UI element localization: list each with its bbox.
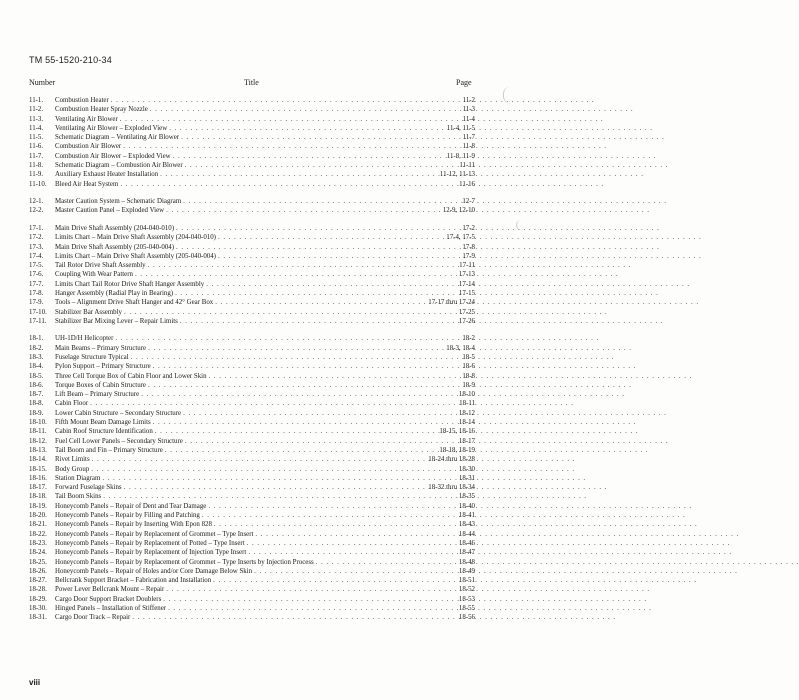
- dot-leader: [316, 558, 457, 567]
- figure-title: Fuel Cell Lower Panels – Secondary Structure: [55, 437, 183, 445]
- toc-entry: [29, 585, 475, 594]
- figure-title: Body Group: [55, 465, 90, 473]
- figure-page: 18-49: [458, 567, 475, 575]
- figure-page: 11-8: [462, 143, 475, 151]
- figure-number: 12-2.: [29, 207, 44, 215]
- figure-title: Limits Chart – Main Drive Shaft Assembly (204-040-010): [55, 234, 216, 242]
- figure-page: 18-9: [462, 381, 475, 389]
- figure-page: 17-26: [458, 317, 475, 325]
- dot-leader: [254, 567, 457, 576]
- toc-group: [29, 224, 475, 326]
- figure-number: 18-2.: [29, 344, 44, 352]
- figure-title: Station Diagram: [55, 474, 101, 482]
- toc-entry: [29, 261, 475, 270]
- figure-page: 18-18, 18-19: [439, 446, 475, 454]
- figure-page: 17-8: [462, 243, 475, 251]
- dot-leader: [160, 170, 438, 179]
- figure-page: 18-8: [462, 372, 475, 380]
- figure-page: 18-3, 18-4: [446, 344, 475, 352]
- dot-leader: [183, 409, 457, 418]
- figure-page: 18-10: [458, 391, 475, 399]
- toc-entry: [29, 604, 475, 613]
- toc-entry: [29, 133, 475, 142]
- dot-leader: [218, 252, 460, 261]
- toc-entry: [29, 197, 475, 206]
- dot-leader: [102, 474, 457, 483]
- dot-leader: [135, 270, 457, 279]
- toc-group: [29, 96, 475, 189]
- toc-entry: [29, 483, 475, 492]
- toc-entry: [29, 334, 475, 343]
- figure-number: 18-25.: [29, 558, 47, 566]
- toc-entry: [29, 142, 475, 151]
- figure-number: 18-11.: [29, 428, 47, 436]
- figure-number: 11-4.: [29, 124, 44, 132]
- figure-title: Honeycomb Panels – Repair by Filling and Patching: [55, 512, 200, 520]
- figure-title: Bleed Air Heat System: [55, 180, 119, 188]
- toc-entry: [29, 317, 475, 326]
- dot-leader: [183, 197, 460, 206]
- figure-number: 18-17.: [29, 484, 47, 492]
- figure-page: 17-25: [458, 308, 475, 316]
- dot-leader: [155, 427, 438, 436]
- figure-title: Master Caution System – Schematic Diagram: [55, 198, 182, 206]
- dot-leader: [248, 548, 457, 557]
- figure-title: Torque Boxes of Cabin Structure: [55, 381, 146, 389]
- figure-number: 18-28.: [29, 586, 47, 594]
- figure-title: Hanger Assembly (Radial Play in Bearing): [55, 290, 174, 298]
- dot-leader: [181, 133, 461, 142]
- toc-entry: [29, 390, 475, 399]
- figure-title: Cargo Door Track – Repair: [55, 614, 131, 622]
- dot-leader: [169, 124, 445, 133]
- figure-title: Honeycomb Panels – Repair of Holes and/or Core Damage Below Skin: [55, 567, 253, 575]
- figure-title: Tail Boom and Fin – Primary Structure: [55, 446, 163, 454]
- toc-group: [29, 197, 475, 216]
- figure-number: 18-8.: [29, 400, 44, 408]
- figure-title: Cabin Roof Structure Identification: [55, 428, 153, 436]
- toc-entry: [29, 124, 475, 133]
- figure-number: 18-15.: [29, 465, 47, 473]
- figure-title: Honeycomb Panels – Repair by Inserting With Epon 828: [55, 521, 212, 529]
- figure-page: 18-6: [462, 363, 475, 371]
- figure-title: Combustion Air Blower: [55, 143, 122, 151]
- figure-number: 18-9.: [29, 409, 44, 417]
- figure-page: 18-53: [458, 595, 475, 603]
- figure-number: 18-7.: [29, 391, 44, 399]
- figure-page: 17-13: [458, 271, 475, 279]
- toc-entry: [29, 474, 475, 483]
- figure-number: 17-4.: [29, 252, 44, 260]
- figure-title: Honeycomb Panels – Repair by Replacement of Grommet – Type Insert: [55, 530, 254, 538]
- toc-entry: [29, 409, 475, 418]
- dot-leader: [215, 298, 426, 307]
- column-header-page: Page: [456, 78, 472, 87]
- dot-leader: [208, 502, 457, 511]
- figure-number: 18-3.: [29, 353, 44, 361]
- toc-entry: [29, 437, 475, 446]
- toc-entry: [29, 252, 475, 261]
- figure-page: 12-7: [462, 198, 475, 206]
- figure-number: 17-2.: [29, 234, 44, 242]
- figure-title: Honeycomb Panels – Repair by Replacement of Injection Type Insert: [55, 549, 247, 557]
- figure-title: Master Caution Panel – Exploded View: [55, 207, 165, 215]
- toc-entry: [29, 115, 475, 124]
- toc-entry: [29, 353, 475, 362]
- figure-title: Combustion Air Blower – Exploded View: [55, 152, 171, 160]
- figure-page: 17-11: [459, 262, 475, 270]
- toc-entry: [29, 567, 475, 576]
- toc-entry: [29, 96, 475, 105]
- figure-number: 17-1.: [29, 224, 44, 232]
- figure-page: 17-15: [458, 290, 475, 298]
- dot-leader: [141, 390, 457, 399]
- dot-leader: [91, 465, 457, 474]
- figure-title: Main Drive Shaft Assembly (204-040-010): [55, 224, 175, 232]
- dot-leader: [92, 455, 427, 464]
- dot-leader: [148, 344, 444, 353]
- figure-title: Stabilizer Bar Assembly: [55, 308, 122, 316]
- figure-number: 18-14.: [29, 456, 47, 464]
- figure-number: 17-6.: [29, 271, 44, 279]
- figure-page: 18-41: [458, 512, 475, 520]
- figure-number: 18-4.: [29, 363, 44, 371]
- figure-page: 18-24 thru 18-28: [428, 456, 475, 464]
- figure-title: Tools – Alignment Drive Shaft Hanger and 42° Gear Box: [55, 299, 214, 307]
- figure-number: 17-5.: [29, 262, 44, 270]
- dot-leader: [150, 105, 461, 114]
- figure-title: Rivet Limits: [55, 456, 90, 464]
- dot-leader: [148, 261, 458, 270]
- figure-page: 18-17: [458, 437, 475, 445]
- toc-entry: [29, 224, 475, 233]
- toc-entry: [29, 362, 475, 371]
- figure-page: 18-32 thru 18-34: [428, 484, 475, 492]
- figure-number: 11-8.: [29, 162, 44, 170]
- column-header-title: Title: [244, 78, 259, 87]
- dot-leader: [120, 115, 461, 124]
- figure-page: 18-15, 18-16: [439, 428, 475, 436]
- dot-leader: [90, 399, 457, 408]
- figure-page: 18-5: [462, 353, 475, 361]
- dot-leader: [163, 595, 457, 604]
- toc-entry: [29, 372, 475, 381]
- figure-page: 11-4: [462, 115, 475, 123]
- dot-leader: [132, 613, 457, 622]
- dot-leader: [131, 353, 461, 362]
- toc-entry: [29, 465, 475, 474]
- figure-number: 18-19.: [29, 502, 47, 510]
- dot-leader: [153, 362, 461, 371]
- document-id: TM 55-1520-210-34: [29, 55, 112, 65]
- toc-entry: [29, 170, 475, 179]
- figure-number: 11-7.: [29, 152, 44, 160]
- page-number: viii: [29, 678, 41, 687]
- column-header-number: Number: [29, 78, 56, 87]
- dot-leader: [120, 180, 457, 189]
- figure-title: Honeycomb Panels – Repair of Dent and Tear Damage: [55, 502, 207, 510]
- figure-title: Combustion Heater: [55, 97, 109, 104]
- figure-page: 17-9: [462, 252, 475, 260]
- figure-number: 11-2.: [29, 106, 44, 114]
- figure-title: Hinged Panels – Installation of Stiffener: [55, 605, 167, 612]
- figure-number: 18-6.: [29, 381, 44, 389]
- figure-title: Main Drive Shaft Assembly (205-040-004): [55, 243, 175, 251]
- toc-entry: [29, 492, 475, 501]
- dot-leader: [247, 539, 457, 548]
- figure-title: Fifth Mount Beam Damage Limits: [55, 419, 151, 427]
- dot-leader: [173, 152, 445, 161]
- figure-page: 18-47: [458, 549, 475, 557]
- figure-number: 18-24.: [29, 549, 47, 557]
- figure-number: 17-11.: [29, 317, 47, 325]
- dot-leader: [123, 142, 460, 151]
- figure-page: 18-51: [458, 577, 475, 585]
- figure-page: 17-17 thru 17-24: [428, 299, 475, 307]
- figure-page: 11-8, 11-9: [446, 152, 475, 160]
- toc-entry: [29, 427, 475, 436]
- figure-number: 18-12.: [29, 437, 47, 445]
- figure-number: 18-1.: [29, 335, 44, 343]
- toc-entry: [29, 455, 475, 464]
- figure-title: Cargo Door Support Bracket Doublers: [55, 595, 162, 603]
- figure-page: 11-16: [459, 180, 475, 188]
- figure-number: 18-16.: [29, 474, 47, 482]
- toc-entry: [29, 530, 475, 539]
- dot-leader: [115, 334, 460, 343]
- toc-entry: [29, 558, 475, 567]
- toc-entry: [29, 502, 475, 511]
- toc-entry: [29, 152, 475, 161]
- dot-leader: [153, 418, 457, 427]
- figure-title: Lift Beam – Primary Structure: [55, 391, 140, 399]
- dot-leader: [255, 530, 457, 539]
- figure-title: Main Beams – Primary Structure: [55, 344, 147, 352]
- figure-title: Cabin Floor: [55, 400, 89, 408]
- dot-leader: [176, 224, 460, 233]
- figure-title: Auxiliary Exhaust Heater Installation: [55, 171, 159, 179]
- toc-entry: [29, 511, 475, 520]
- toc-entry: [29, 289, 475, 298]
- dot-leader: [218, 233, 444, 242]
- toc-entry: [29, 308, 475, 317]
- toc-entry: [29, 613, 475, 622]
- toc-entry: [29, 180, 475, 189]
- figure-number: 11-5.: [29, 134, 44, 142]
- figure-number: 18-27.: [29, 577, 47, 585]
- figure-number: 11-6.: [29, 143, 44, 151]
- figure-number: 11-3.: [29, 115, 44, 123]
- figure-title: Limits Chart – Main Drive Shaft Assembly (205-040-004): [55, 252, 216, 260]
- figure-number: 18-26.: [29, 567, 47, 575]
- figure-page: 18-46: [458, 539, 475, 547]
- toc-entry: [29, 298, 475, 307]
- figure-number: 18-21.: [29, 521, 47, 529]
- toc-entry: [29, 418, 475, 427]
- figure-page: 18-40: [458, 502, 475, 510]
- figure-title: UH-1D/H Helicopter: [55, 335, 114, 343]
- figure-page: 18-35: [458, 493, 475, 501]
- figure-title: Honeycomb Panels – Repair by Replacement of Potted – Type Insert: [55, 539, 245, 547]
- figure-number: 17-7.: [29, 280, 44, 288]
- dot-leader: [176, 243, 460, 252]
- dot-leader: [148, 381, 460, 390]
- toc-entry: [29, 595, 475, 604]
- figure-title: Schematic Diagram – Ventilating Air Blower: [55, 134, 180, 142]
- toc-entry: [29, 548, 475, 557]
- figure-page: 11-12, 11-13: [439, 171, 475, 179]
- figure-title: Three Cell Torque Box of Cabin Floor and Lower Skin: [55, 372, 207, 380]
- figure-number: 18-10.: [29, 419, 47, 427]
- dot-leader: [166, 585, 457, 594]
- figure-page: 11-3: [462, 106, 475, 114]
- figure-page: 18-55: [458, 605, 475, 612]
- figure-page: 18-52: [458, 586, 475, 594]
- figure-title: Coupling With Wear Pattern: [55, 271, 133, 279]
- figure-number: 18-29.: [29, 595, 47, 603]
- figure-title: Tail Rotor Drive Shaft Assembly: [55, 262, 146, 270]
- figure-page: 18-43: [458, 521, 475, 529]
- dot-leader: [185, 437, 457, 446]
- figure-title: Ventilating Air Blower: [55, 115, 118, 123]
- figure-number: 18-13.: [29, 446, 47, 454]
- figure-title: Power Lever Bellcrank Mount – Repair: [55, 586, 165, 594]
- figure-number: 17-8.: [29, 290, 44, 298]
- dot-leader: [209, 372, 461, 381]
- figure-number: 17-10.: [29, 308, 47, 316]
- figure-page: 11-4, 11-5: [446, 124, 475, 132]
- figure-title: Ventilating Air Blower – Exploded View: [55, 124, 168, 132]
- toc-entry: [29, 280, 475, 289]
- toc-entry: [29, 206, 475, 215]
- figure-page: 17-14: [458, 280, 475, 288]
- dot-leader: [202, 511, 457, 520]
- toc-entry: [29, 105, 475, 114]
- figure-title: Schematic Diagram – Combustion Air Blower: [55, 162, 183, 170]
- toc-entry: [29, 270, 475, 279]
- figure-title: Lower Cabin Structure – Secondary Structure: [55, 409, 182, 417]
- dot-leader: [124, 308, 457, 317]
- dot-leader: [165, 446, 438, 455]
- figure-number: 18-5.: [29, 372, 44, 380]
- toc-entry: [29, 233, 475, 242]
- toc-group: [29, 334, 475, 622]
- figure-number: 17-9.: [29, 299, 44, 307]
- figure-title: Forward Fuselage Skins: [55, 484, 122, 492]
- toc-entry: [29, 344, 475, 353]
- figure-page: 18-11: [459, 400, 475, 408]
- figure-number: 18-20.: [29, 512, 47, 520]
- toc-entry: [29, 161, 475, 170]
- figure-title: Fuselage Structure Typical: [55, 353, 129, 361]
- figure-number: 11-9.: [29, 171, 44, 179]
- dot-leader: [175, 289, 457, 298]
- dot-leader: [111, 96, 461, 105]
- figure-page: 18-2: [462, 335, 475, 343]
- figure-page: 18-56: [458, 614, 475, 622]
- figure-title: Tail Boom Skins: [55, 493, 102, 501]
- figure-page: 17-2: [462, 224, 475, 232]
- figure-title: Bellcrank Support Bracket – Fabrication and Installation: [55, 577, 212, 585]
- figure-number: 12-1.: [29, 198, 44, 206]
- figure-page: 11-2: [462, 97, 475, 104]
- figure-page: 18-12: [458, 409, 475, 417]
- toc-entry: [29, 539, 475, 548]
- toc-entry: [29, 446, 475, 455]
- dot-leader: [124, 483, 427, 492]
- figure-number: 18-31.: [29, 614, 47, 622]
- dot-leader: [185, 161, 458, 170]
- dot-leader: [214, 520, 457, 529]
- figure-number: 11-1.: [29, 97, 44, 104]
- toc-entry: [29, 576, 475, 585]
- toc-entry: [29, 381, 475, 390]
- dot-leader: [213, 576, 457, 585]
- figure-number: 18-18.: [29, 493, 47, 501]
- figure-page: 18-14: [458, 419, 475, 427]
- figure-page: 11-7: [462, 134, 475, 142]
- dot-leader: [206, 280, 457, 289]
- figure-number: 11-10.: [29, 180, 47, 188]
- dot-leader: [180, 317, 457, 326]
- figure-page: 18-44: [458, 530, 475, 538]
- dot-leader: [103, 492, 457, 501]
- toc-entry: [29, 399, 475, 408]
- figure-number: 18-22.: [29, 530, 47, 538]
- figure-title: Stabilizer Bar Mixing Lever – Repair Limits: [55, 317, 178, 325]
- figure-page: 18-30: [458, 465, 475, 473]
- figure-page: 12-9, 12-10: [442, 207, 475, 215]
- figure-page: 11-11: [459, 162, 475, 170]
- figure-page: 18-48: [458, 558, 475, 566]
- figure-title: Honeycomb Panels – Repair by Replacement of Grommet – Type Inserts by Injection Process: [55, 558, 314, 566]
- figure-title: Combustion Heater Spray Nozzle: [55, 106, 148, 114]
- list-of-illustrations: [29, 96, 475, 631]
- toc-entry: [29, 520, 475, 529]
- figure-title: Limits Chart Tail Rotor Drive Shaft Hanger Assembly: [55, 280, 205, 288]
- figure-number: 18-23.: [29, 539, 47, 547]
- figure-number: 18-30.: [29, 605, 47, 612]
- figure-number: 17-3.: [29, 243, 44, 251]
- figure-page: 17-4, 17-5: [446, 234, 475, 242]
- dot-leader: [168, 604, 457, 613]
- figure-title: Pylon Support – Primary Structure: [55, 363, 151, 371]
- figure-page: 18-31: [458, 474, 475, 482]
- toc-entry: [29, 243, 475, 252]
- dot-leader: [166, 206, 441, 215]
